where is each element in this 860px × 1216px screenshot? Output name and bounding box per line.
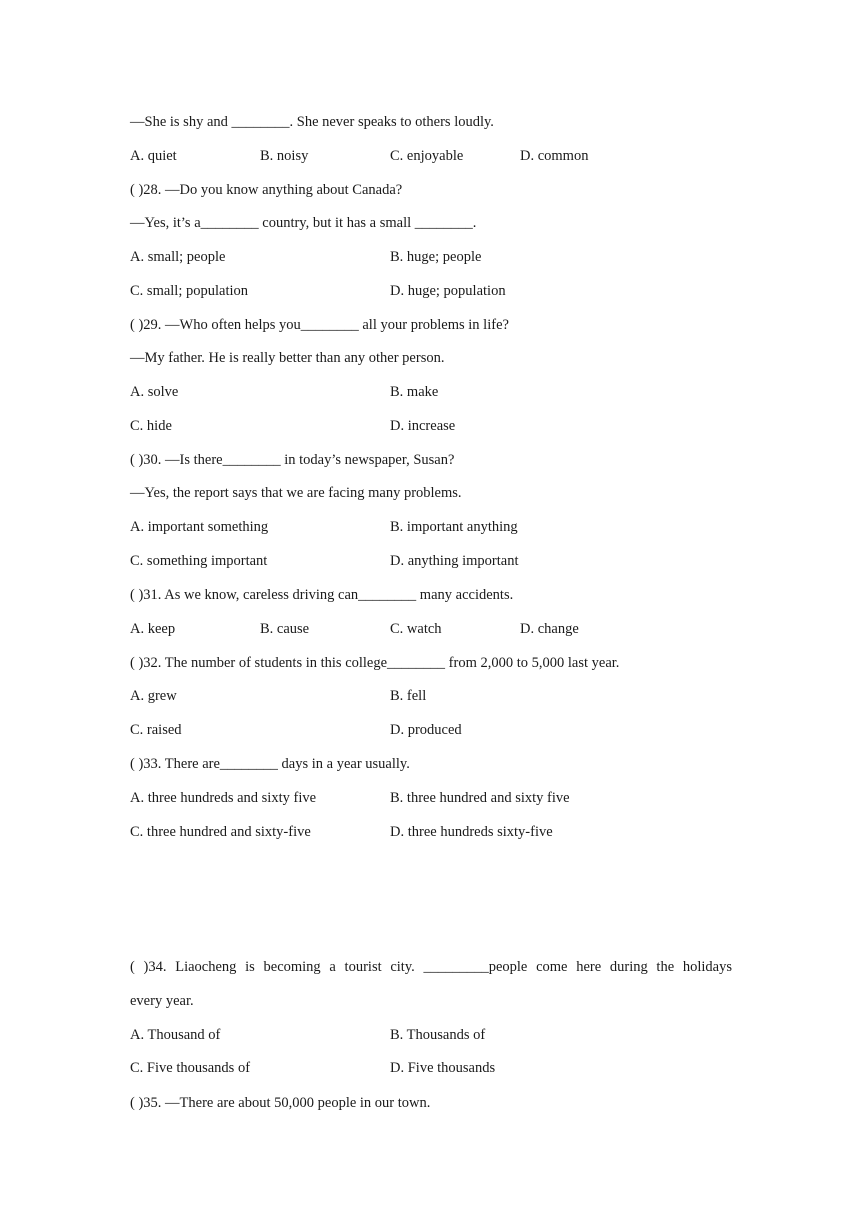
q34-stem-continued: every year. (130, 993, 194, 1009)
q35-stem: ( )35. —There are about 50,000 people in our town. (130, 1095, 431, 1111)
q32-option-b: B. fell (390, 688, 427, 704)
q28-option-d: D. huge; population (390, 283, 506, 299)
q32-option-d: D. produced (390, 722, 462, 738)
q33-option-b: B. three hundred and sixty five (390, 790, 570, 806)
q29-option-a: A. solve (130, 384, 179, 400)
q31-option-d: D. change (520, 621, 579, 637)
q31-option-a: A. keep (130, 621, 176, 637)
q30-reply: —Yes, the report says that we are facing many problems. (130, 485, 462, 501)
q27-option-b: B. noisy (260, 148, 309, 164)
q33-stem: ( )33. There are________ days in a year usually. (130, 756, 410, 772)
q31-option-c: C. watch (390, 621, 442, 637)
q30-option-d: D. anything important (390, 553, 519, 569)
q34-stem: ( )34. Liaocheng is becoming a tourist city. _________people come here during the holidays (130, 959, 732, 975)
q33-option-d: D. three hundreds sixty-five (390, 824, 553, 840)
q32-option-c: C. raised (130, 722, 182, 738)
q33-option-a: A. three hundreds and sixty five (130, 790, 317, 806)
q28-option-a: A. small; people (130, 249, 226, 265)
q28-stem: ( )28. —Do you know anything about Canada? (130, 182, 403, 198)
q29-stem: ( )29. —Who often helps you________ all your problems in life? (130, 317, 509, 333)
q29-option-c: C. hide (130, 418, 172, 434)
q34-option-d: D. Five thousands (390, 1060, 496, 1076)
q32-stem: ( )32. The number of students in this college________ from 2,000 to 5,000 last year. (130, 655, 620, 671)
q30-option-c: C. something important (130, 553, 268, 569)
q28-option-b: B. huge; people (390, 249, 482, 265)
q31-option-b: B. cause (260, 621, 310, 637)
q29-reply: —My father. He is really better than any other person. (130, 350, 445, 366)
q34-option-c: C. Five thousands of (130, 1060, 251, 1076)
q30-option-a: A. important something (130, 519, 269, 535)
q34-option-a: A. Thousand of (130, 1027, 221, 1043)
q27-option-c: C. enjoyable (390, 148, 464, 164)
q29-option-d: D. increase (390, 418, 456, 434)
q30-stem: ( )30. —Is there________ in today’s newspaper, Susan? (130, 452, 455, 468)
q27-reply: —She is shy and ________. She never speaks to others loudly. (130, 114, 494, 130)
q30-option-b: B. important anything (390, 519, 518, 535)
q31-stem: ( )31. As we know, careless driving can________ many accidents. (130, 587, 514, 603)
q27-option-d: D. common (520, 148, 589, 164)
q29-option-b: B. make (390, 384, 439, 400)
q28-option-c: C. small; population (130, 283, 249, 299)
q28-reply: —Yes, it’s a________ country, but it has a small ________. (130, 215, 477, 231)
q27-option-a: A. quiet (130, 148, 177, 164)
q34-option-b: B. Thousands of (390, 1027, 486, 1043)
q33-option-c: C. three hundred and sixty-five (130, 824, 311, 840)
q32-option-a: A. grew (130, 688, 177, 704)
